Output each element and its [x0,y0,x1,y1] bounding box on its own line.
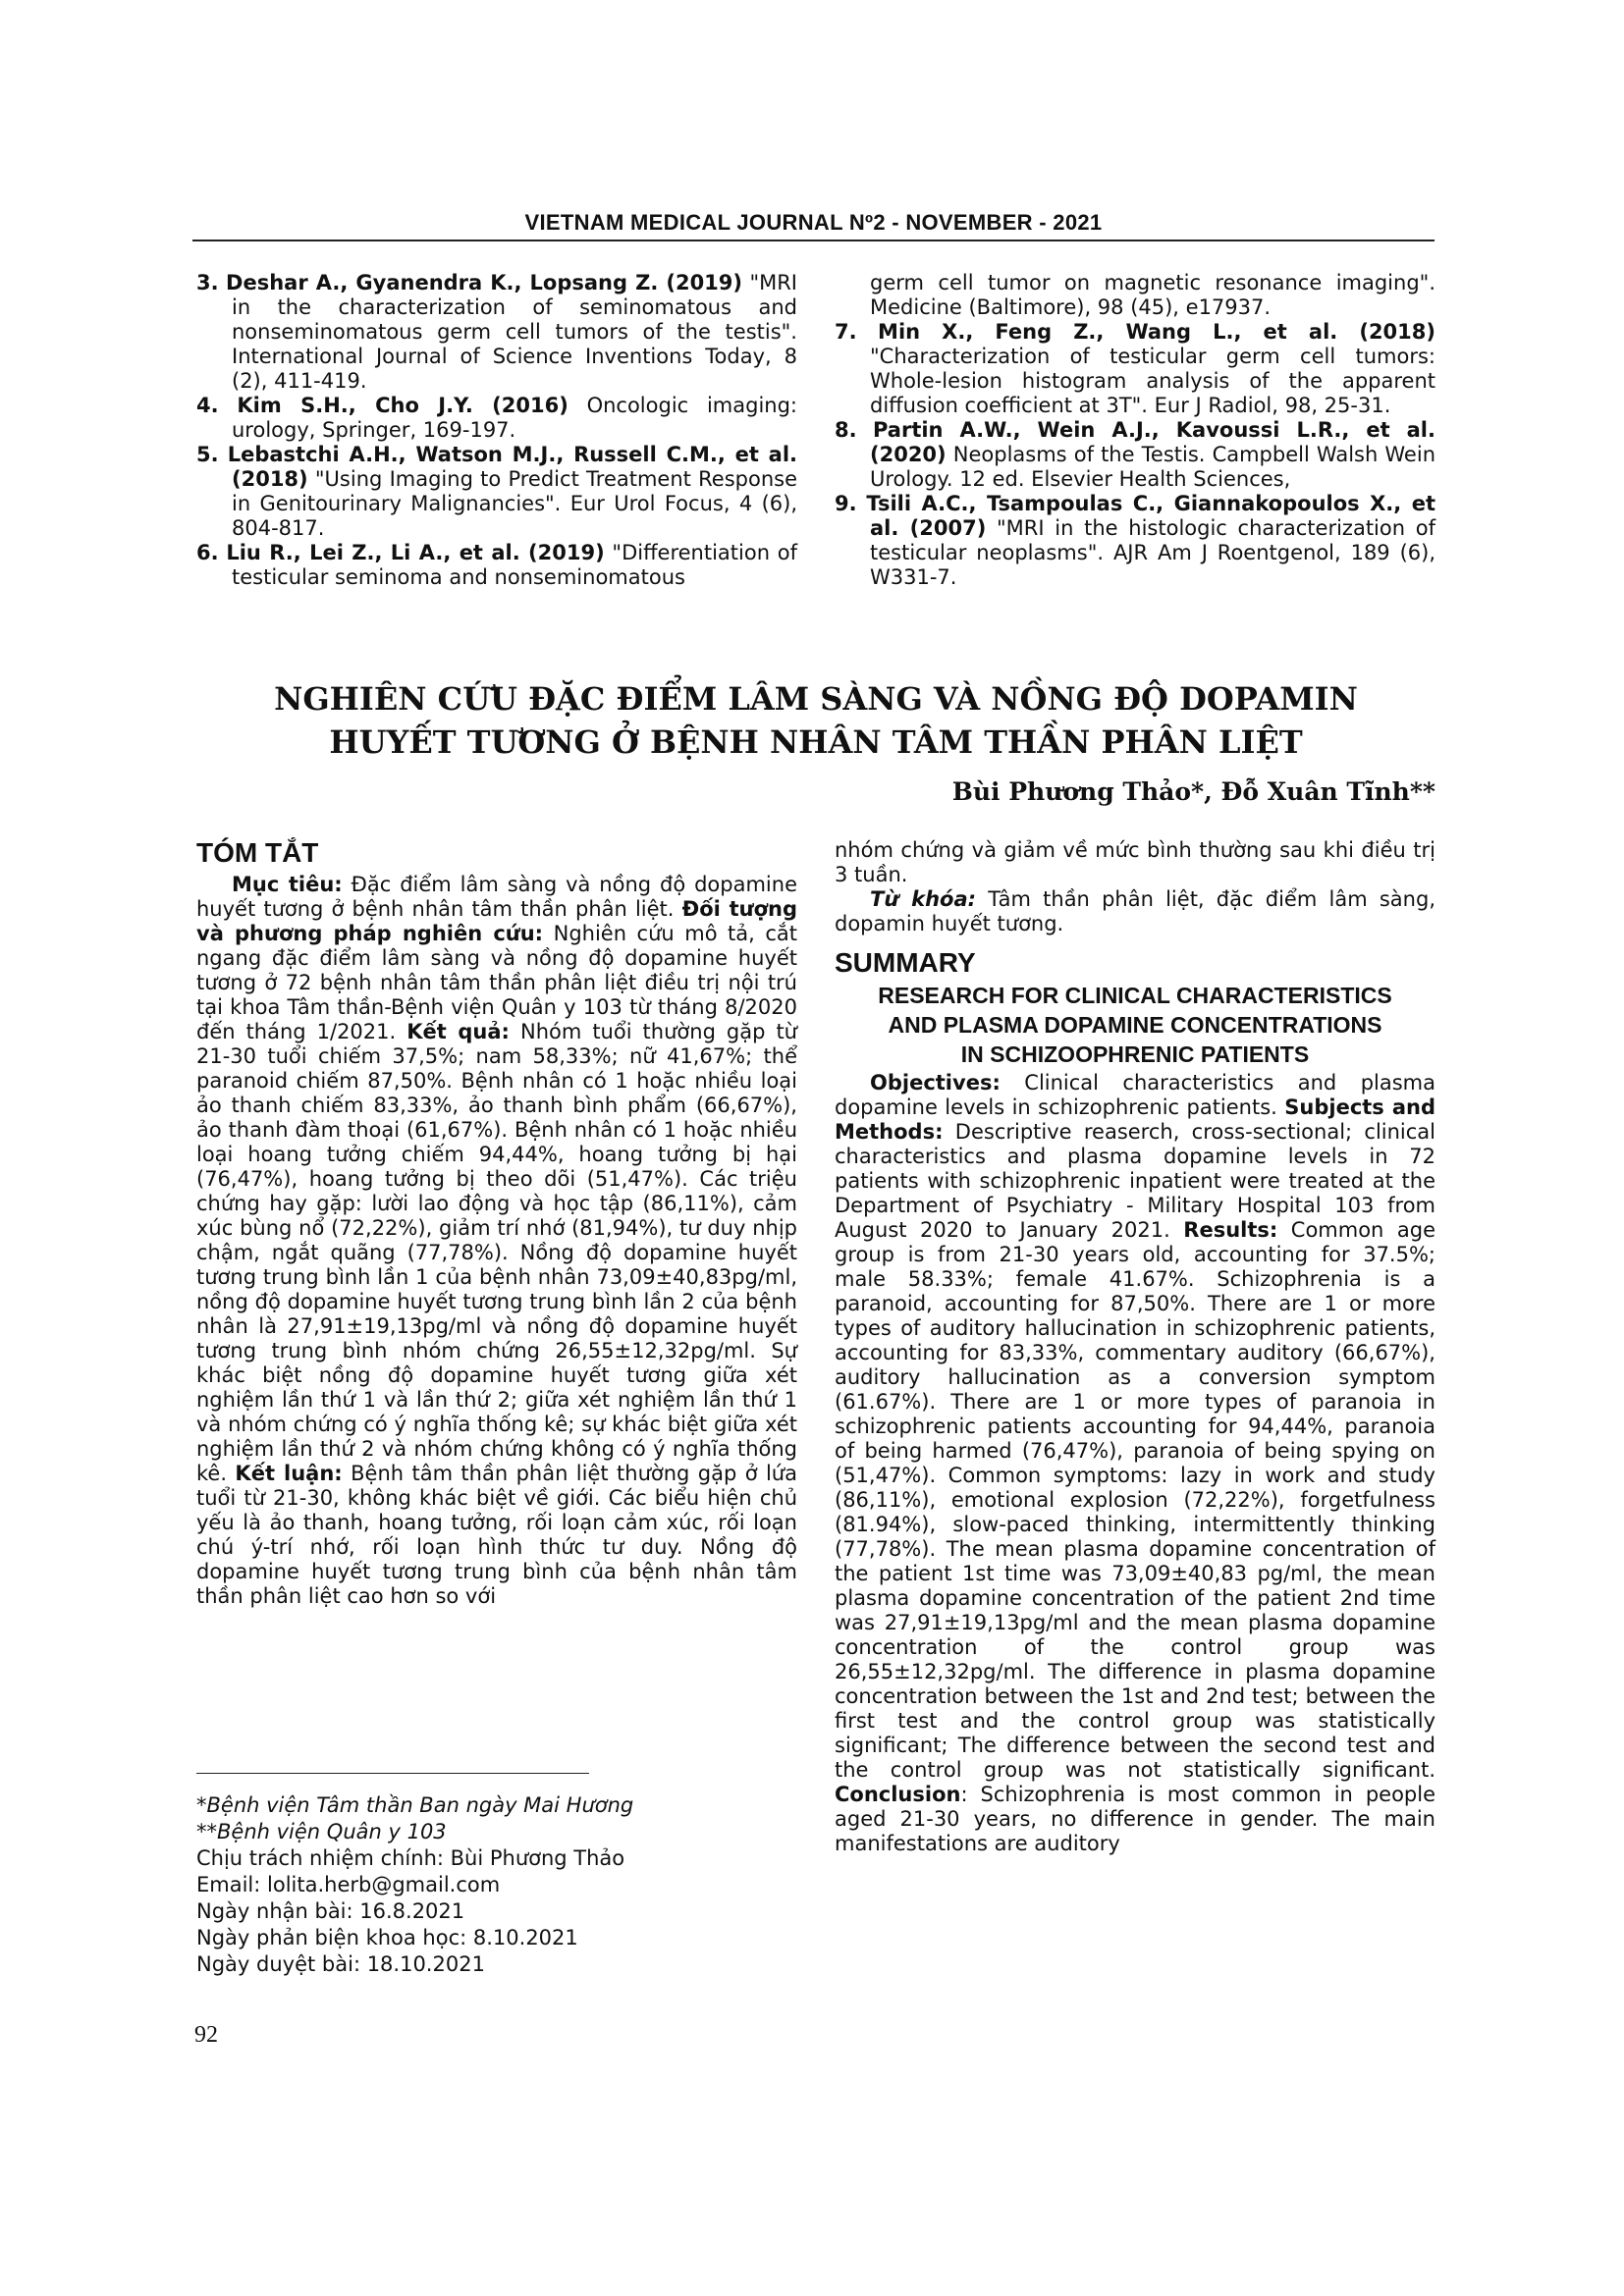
article-title [196,677,1435,764]
reference-number: 5. [196,443,219,466]
results-label: Kết quả: [406,1020,510,1043]
conclusion-text: : Schizophrenia is most common in people aged 21-30 years, no difference in gender. The main manifestations are auditory [835,1783,1435,1855]
reference-authors: Partin A.W., Wein A.J., Kavoussi L.R., et al. (2020) [870,418,1435,466]
methods-label: Đối tượng và phương pháp nghiên cứu: [196,897,798,945]
reference-text: "Characterization of testicular germ cell tumors: Whole-lesion histogram analysis of the apparent diffusion coefficient at 3T". Eur J Radiol, 98, 25-31. [870,345,1435,417]
reference-item [196,541,797,590]
reference-item [196,443,797,541]
references-right-column [835,271,1435,590]
reference-number: 9. [835,492,857,515]
reference-authors: Lebastchi A.H., Watson M.J., Russell C.M., et al. (2018) [227,443,797,491]
reference-item [835,492,1435,590]
subjects-label: Subjects and Methods: [835,1095,1436,1144]
reference-text: "MRI in the histologic characterization of testicular neoplasms". AJR Am J Roentgenol, 189 (6), W331-7. [870,516,1435,589]
section-heading: TÓM TẮT [196,837,319,868]
reference-text: Oncologic imaging: urology, Springer, 169-197. [232,394,797,442]
keywords [835,887,1435,936]
reference-authors: Tsili A.C., Tsampoulas C., Giannakopoulos X., et al. (2007) [866,492,1435,540]
running-header: VIETNAM MEDICAL JOURNAL Nº2 - NOVEMBER - 2021 [524,210,1103,235]
reference-number: 4. [196,394,219,417]
conclusion-text: Bệnh tâm thần phân liệt thường gặp ở lứa tuổi từ 21-30, không khác biệt về giới. Các biểu hiện chủ yếu là ảo thanh, hoang tưởng, rối loạn cảm xúc, rối loạn chú ý-trí nhớ, rối loạn hình thức tư duy. Nồng độ dopamine huyết tương trung bình của bệnh nhân tâm thần phân liệt cao hơn so với [196,1462,797,1608]
reference-number: 3. [196,271,219,294]
reference-item [835,418,1435,492]
reviewed-date: Ngày phản biện khoa học: 8.10.2021 [196,1926,578,1949]
section-heading: SUMMARY [835,947,976,978]
reference-text: "MRI in the characterization of seminomatous and nonseminomatous germ cell tumors of the testis". International Journal of Science Inventions Today, 8 (2), 411-419. [232,271,798,393]
english-title-line: RESEARCH FOR CLINICAL CHARACTERISTICS [878,983,1392,1008]
conclusion-label: Conclusion [835,1783,961,1806]
responsible-author: Chịu trách nhiệm chính: Bùi Phương Thảo [196,1846,625,1870]
reference-number: 8. [835,418,857,442]
reference-authors: Min X., Feng Z., Wang L., et al. (2018) [878,320,1435,344]
objective-text: Đặc điểm lâm sàng và nồng độ dopamine huyết tương ở bệnh nhân tâm thần phân liệt. [196,873,797,921]
page-number: 92 [194,2022,218,2048]
reference-text: "Differentiation of testicular seminoma and nonseminomatous [232,541,797,589]
reference-item [835,320,1435,418]
results-label: Results: [1183,1218,1278,1242]
affiliation: **Bệnh viện Quân y 103 [196,1820,447,1843]
reference-item [196,271,797,394]
footnotes [196,1792,797,1978]
reference-number: 7. [835,320,857,344]
subjects-text: Descriptive reaserch, cross-sectional; clinical characteristics and plasma dopamine levels in 72 patients with schizophrenic inpatient were treated at the Department of Psychiatry - Military Hospital 103 from August 2020 to January 2021. [835,1120,1435,1242]
affiliation: *Bệnh viện Tâm thần Ban ngày Mai Hương [196,1793,634,1817]
reference-number: 6. [196,541,219,564]
abstract-paragraph [196,873,797,1609]
article-authors: Bùi Phương Thảo*, Đỗ Xuân Tĩnh** [951,777,1435,806]
header-rule [192,240,1435,241]
references-left-column [196,271,797,590]
objectives-label: Objectives: [870,1071,1001,1095]
english-title [835,981,1435,1069]
abstract-english-column [835,838,1435,1856]
conclusion-label: Kết luận: [235,1462,343,1485]
footnote-rule [196,1773,589,1774]
results-text: Common age group is from 21-30 years old, accounting for 37.5%; male 58.33%; female 41.67%. Schizophrenia is a paranoid, accounting for 87,50%. There are 1 or more types of auditory hallucination in schizophrenic patients, accounting for 83,33%, commentary auditory (66,67%), auditory hallucination as a conversion symptom (61.67%). There are 1 or more types of paranoia in schizophrenic patients accounting for 94,44%, paranoia of being harmed (76,47%), paranoia of being spying on (51,47%). Common symptoms: lazy in work and study (86,11%), emotional explosion (72,22%), forgetfulness (81.94%), slow-paced thinking, intermittently thinking (77,78%). The mean plasma dopamine concentration of the patient 1st time was 73,09±40,83 pg/ml, the mean plasma dopamine concentration of the patient 2nd time was 27,91±19,13pg/ml and the mean plasma dopamine concentration of the control group was 26,55±12,32pg/ml. The difference in plasma dopamine concentration between the 1st and 2nd test; between the first test and the control group was statistically significant; The difference between the second test and the control group was not statistically significant. [835,1218,1435,1782]
reference-authors: Deshar A., Gyanendra K., Lopsang Z. (2019) [226,271,743,294]
article-title-line: HUYẾT TƯƠNG Ở BỆNH NHÂN TÂM THẦN PHÂN LIỆT [329,723,1303,761]
keywords-label: Từ khóa: [870,887,977,911]
english-title-line: IN SCHIZOOPHRENIC PATIENTS [960,1041,1310,1067]
results-text: Nhóm tuổi thường gặp từ 21-30 tuổi chiếm 37,5%; nam 58,33%; nữ 41,67%; thể paranoid chiếm 87,50%. Bệnh nhân có 1 hoặc nhiều loại ảo thanh chiếm 83,33%, ảo thanh bình phẩm (66,67%), ảo thanh đàm thoại (61,67%). Bệnh nhân có 1 hoặc nhiều loại hoang tưởng chiếm 94,44%, hoang tưởng bị hại (76,47%), hoang tưởng bị theo dõi (51,47%). Các triệu chứng hay gặp: lười lao động và học tập (86,11%), cảm xúc bùng nổ (72,22%), giảm trí nhớ (81,94%), tư duy nhịp chậm, ngắt quãng (77,78%). Nồng độ dopamine huyết tương trung bình lần 1 của bệnh nhân 73,09±40,83pg/ml, nồng độ dopamine huyết tương trung bình lần 2 của bệnh nhân là 27,91±19,13pg/ml và nồng độ dopamine huyết tương trung bình nhóm chứng 26,55±12,32pg/ml. Sự khác biệt nồng độ dopamine huyết tương giữa xét nghiệm lần thứ 1 và lần thứ 2; giữa xét nghiệm lần thứ 1 và nhóm chứng có ý nghĩa thống kê; sự khác biệt giữa xét nghiệm lần thứ 2 và nhóm chứng không có ý nghĩa thống kê. [196,1020,797,1485]
article-title-line: NGHIÊN CỨU ĐẶC ĐIỂM LÂM SÀNG VÀ NỒNG ĐỘ DOPAMIN [274,680,1358,718]
english-title-line: AND PLASMA DOPAMINE CONCENTRATIONS [888,1012,1382,1038]
reference-text: Neoplasms of the Testis. Campbell Walsh Wein Urology. 12 ed. Elsevier Health Sciences, [870,443,1435,491]
summary-paragraph [835,1071,1435,1856]
reference-authors: Liu R., Lei Z., Li A., et al. (2019) [226,541,605,564]
keywords-text: Tâm thần phân liệt, đặc điểm lâm sàng, dopamin huyết tương. [835,887,1435,935]
reference-authors: Kim S.H., Cho J.Y. (2016) [237,394,568,417]
objectives-text: Clinical characteristics and plasma dopamine levels in schizophrenic patients. [835,1071,1435,1119]
methods-text: Nghiên cứu mô tả, cắt ngang đặc điểm lâm sàng và nồng độ dopamine huyết tương ở 72 bệnh nhân tâm thần phân liệt điều trị nội trú tại khoa Tâm thần-Bệnh viện Quân y 103 từ tháng 8/2020 đến tháng 1/2021. [196,922,798,1043]
reference-continuation: germ cell tumor on magnetic resonance imaging". Medicine (Baltimore), 98 (45), e17937. [870,271,1435,319]
reference-text: "Using Imaging to Predict Treatment Response in Genitourinary Malignancies". Eur Urol Focus, 4 (6), 804-817. [232,467,797,540]
accepted-date: Ngày duyệt bài: 18.10.2021 [196,1952,485,1976]
reference-item [196,394,797,443]
abstract-vietnamese [196,837,798,1609]
received-date: Ngày nhận bài: 16.8.2021 [196,1899,465,1923]
objective-label: Mục tiêu: [232,873,343,896]
abstract-continuation: nhóm chứng và giảm về mức bình thường sau khi điều trị 3 tuần. [835,838,1435,886]
email: Email: lolita.herb@gmail.com [196,1873,501,1896]
